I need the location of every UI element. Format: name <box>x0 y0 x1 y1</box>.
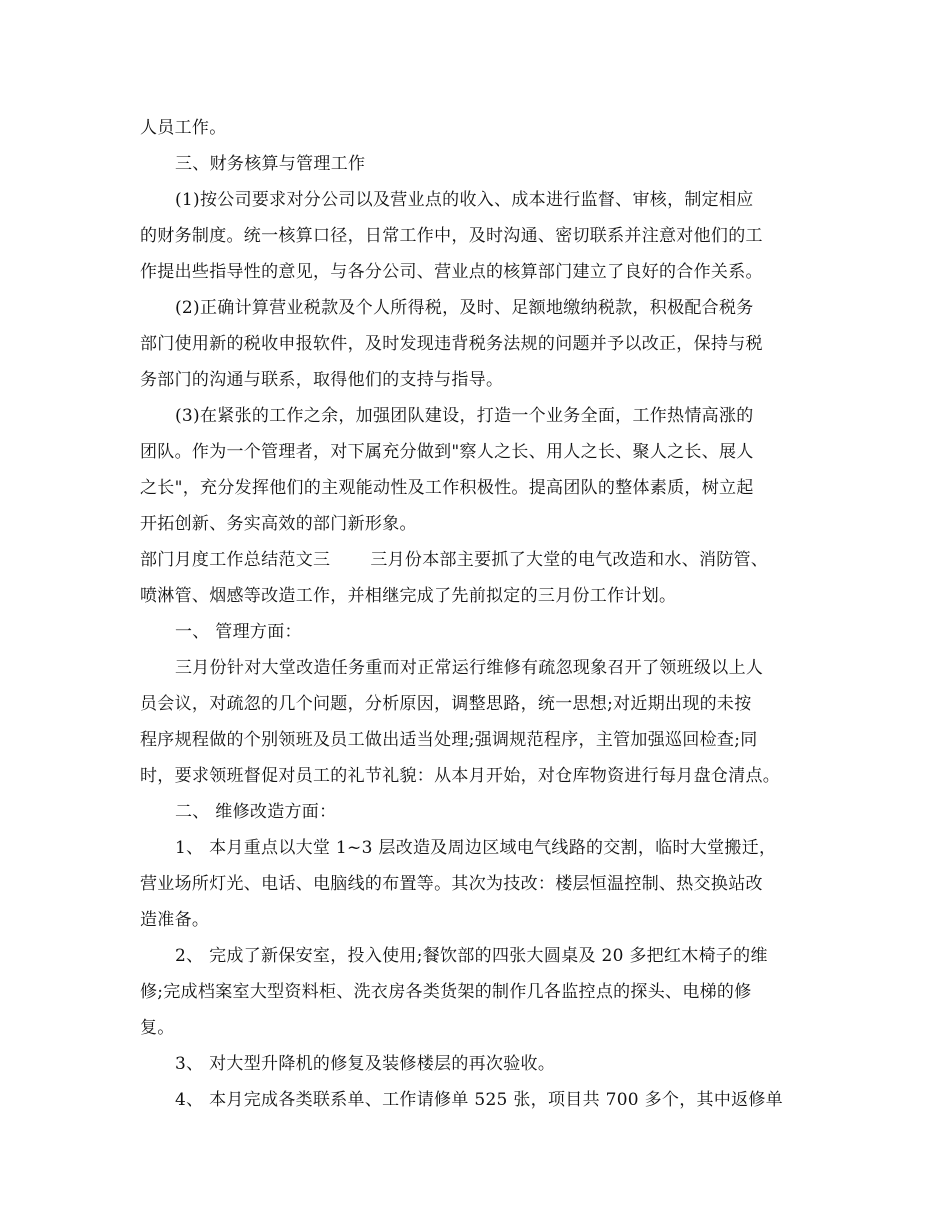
article-title: 部门月度工作总结范文三 <box>140 550 331 570</box>
article-title-row <box>140 548 830 572</box>
text-line: 员会议，对疏忽的几个问题，分析原因，调整思路，统一思想;对近期出现的未按 <box>140 694 752 714</box>
text-line: 团队。作为一个管理者，对下属充分做到"察人之长、用人之长、聚人之长、展人 <box>140 442 754 462</box>
text-line: (1)按公司要求对分公司以及营业点的收入、成本进行监督、审核，制定相应 <box>175 190 754 210</box>
text-line: 修;完成档案室大型资料柜、洗衣房各类货架的制作几各监控点的探头、电梯的修 <box>140 982 752 1002</box>
text-line: 复。 <box>140 1018 175 1038</box>
text-line: 三月份针对大堂改造任务重而对正常运行维修有疏忽现象召开了领班级以上人 <box>175 658 764 678</box>
text-line: 时，要求领班督促对员工的礼节礼貌：从本月开始，对仓库物资进行每月盘仓清点。 <box>140 766 781 786</box>
text-line: 三月份本部主要抓了大堂的电气改造和水、消防管、 <box>370 550 769 570</box>
section-heading: 二、 维修改造方面： <box>175 802 337 822</box>
text-line: (2)正确计算营业税款及个人所得税，及时、足额地缴纳税款，积极配合税务 <box>175 298 754 318</box>
text-line: 喷淋管、烟感等改造工作，并相继完成了先前拟定的三月份工作计划。 <box>140 586 677 606</box>
text-line: 1、 本月重点以大堂 1~3 层改造及周边区域电气线路的交割，临时大堂搬迁， <box>175 838 777 858</box>
text-line: 部门使用新的税收申报软件，及时发现违背税务法规的问题并予以改正，保持与税 <box>140 334 763 354</box>
section-heading: 三、财务核算与管理工作 <box>175 154 366 174</box>
text-line: 3、 对大型升降机的修复及装修楼层的再次验收。 <box>175 1054 556 1074</box>
text-line: 造准备。 <box>140 910 210 930</box>
text-line: 4、 本月完成各类联系单、工作请修单 525 张，项目共 700 多个，其中返修单 <box>175 1090 784 1110</box>
text-line: 程序规程做的个别领班及员工做出适当处理;强调规范程序，主管加强巡回检查;同 <box>140 730 758 750</box>
text-line: 开拓创新、务实高效的部门新形象。 <box>140 514 417 534</box>
text-line: 作提出些指导性的意见，与各分公司、营业点的核算部门建立了良好的合作关系。 <box>140 262 763 282</box>
text-line: (3)在紧张的工作之余，加强团队建设，打造一个业务全面，工作热情高涨的 <box>175 406 754 426</box>
text-line: 务部门的沟通与联系，取得他们的支持与指导。 <box>140 370 504 390</box>
text-line: 人员工作。 <box>140 118 227 138</box>
text-line: 营业场所灯光、电话、电脑线的布置等。其次为技改：楼层恒温控制、热交换站改 <box>140 874 763 894</box>
text-line: 2、 完成了新保安室，投入使用;餐饮部的四张大圆桌及 20 多把红木椅子的维 <box>175 946 768 966</box>
text-line: 之长"，充分发挥他们的主观能动性及工作积极性。提高团队的整体素质，树立起 <box>140 478 754 498</box>
section-heading: 一、 管理方面： <box>175 622 302 642</box>
text-line: 的财务制度。统一核算口径，日常工作中，及时沟通、密切联系并注意对他们的工 <box>140 226 763 246</box>
